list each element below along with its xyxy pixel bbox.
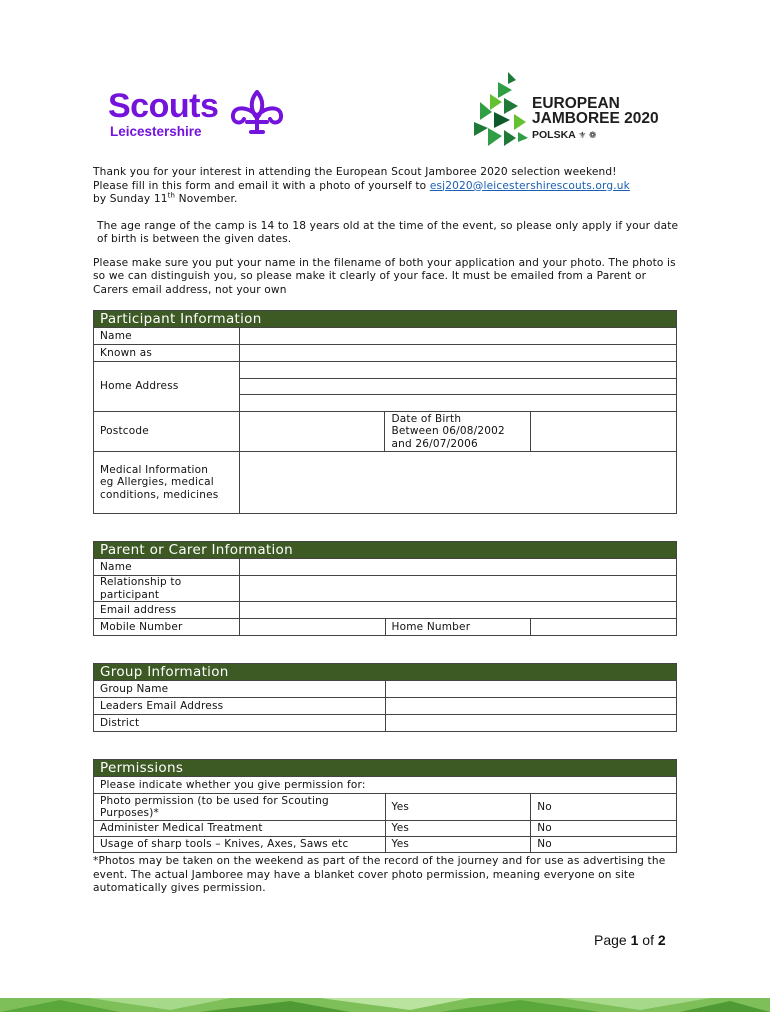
participant-address-line1-field[interactable]	[239, 362, 676, 379]
jamboree-emblem-icon	[470, 72, 530, 148]
intro-p1-c: by Sunday 11	[93, 193, 168, 205]
parent-name-field[interactable]	[239, 559, 676, 576]
tools-yes-option[interactable]: Yes	[385, 837, 531, 853]
parent-email-field[interactable]	[239, 602, 676, 619]
participant-postcode-field[interactable]	[239, 412, 385, 452]
participant-name-field[interactable]	[239, 328, 676, 345]
parent-relationship-label	[94, 576, 240, 602]
participant-dob-label	[385, 412, 531, 452]
email-link[interactable]: esj2020@leicestershirescouts.org.uk	[429, 179, 630, 192]
photo-line2: Purposes)*	[100, 807, 159, 819]
jamboree-line2: JAMBOREE 2020	[532, 110, 659, 127]
district-field[interactable]	[385, 715, 676, 732]
medical-no-option[interactable]: No	[531, 821, 677, 837]
page-total: 2	[657, 932, 666, 948]
page-current: 1	[630, 932, 639, 948]
jamboree-country: POLSKA	[532, 129, 576, 141]
photo-line1: Photo permission (to be used for Scouting	[100, 794, 329, 807]
medical-line1: Medical Information	[100, 463, 209, 476]
page-number	[594, 932, 666, 948]
jamboree-badges-icon: ⚜ ❁	[578, 130, 597, 140]
relationship-line2: participant	[100, 588, 160, 601]
dob-line3: and 26/07/2006	[391, 437, 478, 450]
sharp-tools-label: Usage of sharp tools – Knives, Axes, Saws etc	[94, 837, 386, 853]
scouts-leicestershire-logo	[108, 86, 298, 146]
intro-p1	[93, 166, 683, 207]
permissions-table	[93, 759, 677, 853]
group-name-field[interactable]	[385, 681, 676, 698]
participant-medical-label	[94, 452, 240, 514]
medical-yes-option[interactable]: Yes	[385, 821, 531, 837]
european-jamboree-logo	[470, 72, 680, 148]
participant-home-address-label: Home Address	[94, 362, 240, 412]
dob-line1: Date of Birth	[391, 412, 462, 425]
group-name-label: Group Name	[94, 681, 386, 698]
parent-mobile-label: Mobile Number	[94, 619, 240, 636]
photo-permission-note: *Photos may be taken on the weekend as part of the record of the journey and for use as advertising the event. The actual Jamboree may have a blanket cover photo permission, meaning everyone on site automatically gives permission.	[93, 855, 666, 894]
parent-home-number-field[interactable]	[531, 619, 677, 636]
jamboree-line1: EUROPEAN	[532, 95, 620, 112]
participant-address-line2-field[interactable]	[239, 379, 676, 395]
leaders-email-field[interactable]	[385, 698, 676, 715]
parent-email-label: Email address	[94, 602, 240, 619]
intro-p1-sup: th	[167, 191, 176, 200]
parent-name-label: Name	[94, 559, 240, 576]
dob-line2: Between 06/08/2002	[391, 425, 505, 438]
medical-treatment-label: Administer Medical Treatment	[94, 821, 386, 837]
intro-text	[93, 166, 683, 297]
participant-known-as-label: Known as	[94, 345, 240, 362]
parent-relationship-field[interactable]	[239, 576, 676, 602]
group-table	[93, 663, 677, 732]
jamboree-line3	[532, 128, 659, 143]
photo-yes-option[interactable]: Yes	[385, 794, 531, 821]
tools-no-option[interactable]: No	[531, 837, 677, 853]
medical-line3: conditions, medicines	[100, 488, 219, 501]
participant-dob-field[interactable]	[531, 412, 677, 452]
permissions-section-title: Permissions	[94, 760, 677, 777]
parent-mobile-field[interactable]	[239, 619, 385, 636]
photo-permission-label	[94, 794, 386, 821]
photo-no-option[interactable]: No	[531, 794, 677, 821]
intro-p1-d: November.	[175, 193, 238, 205]
leaders-email-label: Leaders Email Address	[94, 698, 386, 715]
group-section-title: Group Information	[94, 664, 677, 681]
page-prefix: Page	[594, 932, 631, 948]
intro-p1-a: Thank you for your interest in attending the European Scout Jamboree 2020 selection weekend!	[93, 166, 617, 178]
participant-table	[93, 310, 677, 514]
scouts-wordmark: Scouts	[108, 87, 219, 125]
participant-address-line3-field[interactable]	[239, 395, 676, 412]
parent-home-number-label: Home Number	[385, 619, 531, 636]
intro-p3: Please make sure you put your name in the filename of both your application and your photo. The photo is so we can distinguish you, so please make it clearly of your face. It must be emailed from a Parent or Carers email address, not your own	[93, 256, 676, 296]
medical-line2: eg Allergies, medical	[100, 476, 214, 489]
fleur-de-lis-icon	[228, 90, 286, 136]
participant-section-title: Participant Information	[94, 311, 677, 328]
relationship-line1: Relationship to	[100, 576, 182, 588]
scouts-region: Leicestershire	[110, 124, 202, 139]
intro-p1-b: Please fill in this form and email it with a photo of yourself to	[93, 179, 430, 192]
participant-name-label: Name	[94, 328, 240, 345]
page-of: of	[638, 932, 658, 948]
intro-p2: The age range of the camp is 14 to 18 years old at the time of the event, so please only apply if your date of birth is between the given dates.	[97, 219, 679, 245]
district-label: District	[94, 715, 386, 732]
participant-medical-field[interactable]	[239, 452, 676, 514]
participant-postcode-label: Postcode	[94, 412, 240, 452]
parent-table	[93, 541, 677, 636]
footer-decorative-band	[0, 998, 770, 1012]
permissions-instruction: Please indicate whether you give permission for:	[94, 777, 677, 794]
participant-known-as-field[interactable]	[239, 345, 676, 362]
jamboree-wordmark	[532, 96, 659, 143]
parent-section-title: Parent or Carer Information	[94, 542, 677, 559]
